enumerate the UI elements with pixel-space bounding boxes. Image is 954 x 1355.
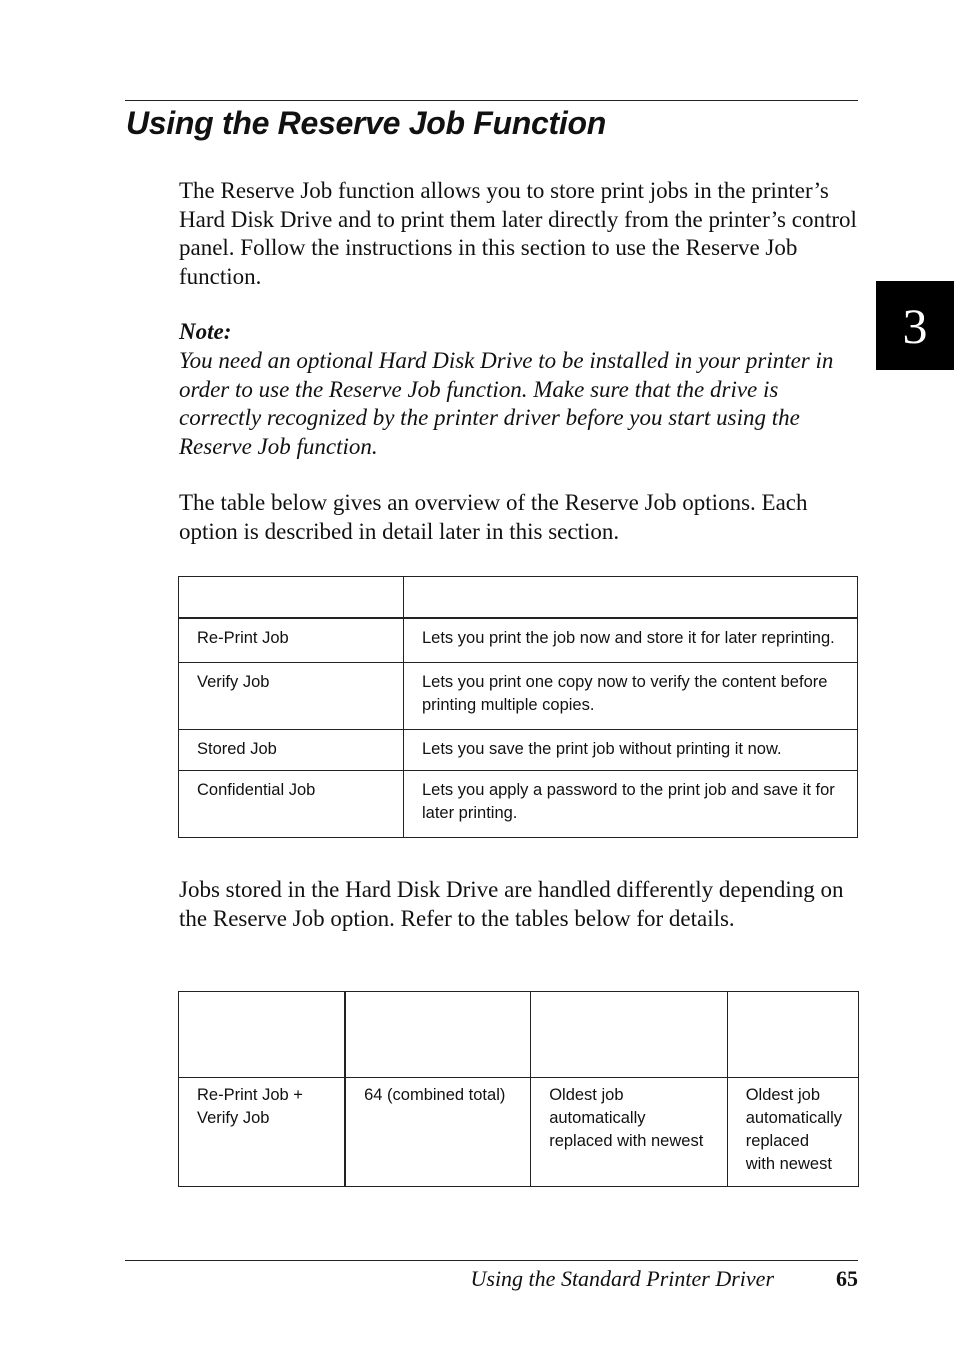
option-description-cell: Lets you save the print job without printing it now. — [404, 730, 858, 771]
table-row — [179, 663, 858, 730]
table-row — [179, 1078, 859, 1187]
page-title: Using the Reserve Job Function — [126, 105, 606, 141]
job-handling-table — [178, 991, 859, 1187]
option-name-cell: Re-Print Job + Verify Job — [179, 1078, 346, 1187]
intro-paragraph: The Reserve Job function allows you to store print jobs in the printer’s Hard Disk Drive and to print them later directly from the printer’s control panel. Follow the instructions in this section to use the Reserve Job function. — [179, 178, 857, 289]
note-label: Note: — [179, 319, 232, 344]
reserve-job-options-table — [178, 576, 858, 838]
page-number: 65 — [836, 1266, 858, 1291]
top-rule — [125, 100, 858, 101]
table-header-row — [179, 992, 859, 1078]
table-header-row — [179, 577, 858, 619]
table-header-cell — [531, 992, 728, 1078]
handling-cell: Oldest job automatically replaced with newest — [727, 1078, 858, 1187]
option-description-cell: Lets you print the job now and store it for later reprinting. — [404, 618, 858, 663]
table-row — [179, 618, 858, 663]
table-header-cell — [727, 992, 858, 1078]
chapter-tab: 3 — [876, 281, 954, 370]
option-name-cell: Confidential Job — [179, 771, 404, 838]
table-header-cell — [345, 992, 531, 1078]
table-row — [179, 730, 858, 771]
handling-cell: Oldest job automatically replaced with newest — [531, 1078, 728, 1187]
option-name-cell: Stored Job — [179, 730, 404, 771]
table-header-cell — [179, 992, 346, 1078]
option-description-cell: Lets you print one copy now to verify the content before printing multiple copies. — [404, 663, 858, 730]
table-header-cell — [404, 577, 858, 619]
table-header-cell — [179, 577, 404, 619]
option-name-cell: Verify Job — [179, 663, 404, 730]
table-row — [179, 771, 858, 838]
max-jobs-cell: 64 (combined total) — [345, 1078, 531, 1187]
handling-paragraph: Jobs stored in the Hard Disk Drive are handled differently depending on the Reserve Job option. Refer to the tables below for details. — [179, 877, 844, 931]
overview-paragraph: The table below gives an overview of the Reserve Job options. Each option is described in detail later in this section. — [179, 490, 808, 544]
footer-rule — [125, 1260, 858, 1261]
footer-title: Using the Standard Printer Driver — [470, 1266, 774, 1291]
note-text: You need an optional Hard Disk Drive to be installed in your printer in order to use the Reserve Job function. Make sure that the drive is correctly recognized by the printer driver before you start using the Reserve Job function. — [179, 348, 834, 459]
option-description-cell: Lets you apply a password to the print job and save it for later printing. — [404, 771, 858, 838]
option-name-cell: Re-Print Job — [179, 618, 404, 663]
